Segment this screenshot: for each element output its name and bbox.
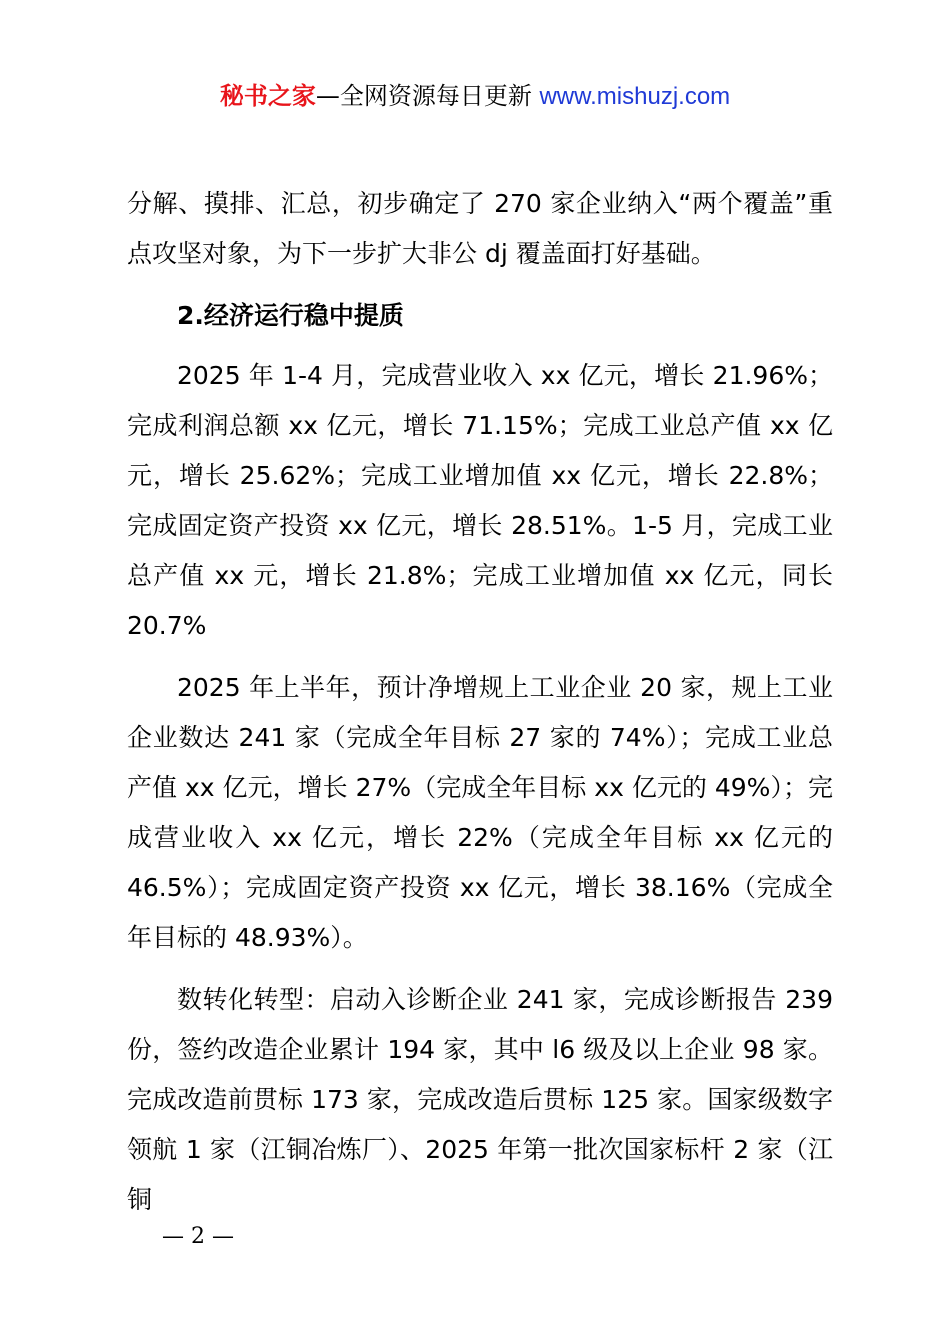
section-heading: 2.经济运行稳中提质 — [177, 301, 404, 330]
site-header — [0, 80, 950, 113]
paragraph-jan-apr-economy: 2025 年 1-4 月，完成营业收入 xx 亿元，增长 21.96%；完成利润总额 xx 亿元，增长 71.15%；完成工业总产值 xx 亿元，增长 25.62%；完成工业增加值 xx 亿元，增长 22.8%；完成固定资产投资 xx 亿元，增长 28.51%。1-5 月，完成工业总产值 xx 元，增长 21.8%；完成工业增加值 xx 亿元，同长 20.7% — [127, 361, 833, 640]
page-number: — 2 — — [162, 1224, 234, 1249]
document-body — [127, 179, 833, 1237]
paragraph-first-half-2025-end — [127, 863, 833, 963]
paragraph-first-half-2025 — [127, 663, 833, 863]
paragraph-digital-transformation: 数转化转型：启动入诊断企业 241 家，完成诊断报告 239 份，签约改造企业累计 194 家，其中 l6 级及以上企业 98 家。完成改造前贯标 173 家，完成改造后贯标 125 家。国家级数字领航 1 家（江铜冶炼厂）、2025 年第一批次国家标杆 2 家（江铜 — [127, 985, 833, 1214]
paragraph-first-half-part2: 46.5%）；完成固定资产投资 xx 亿元，增长 38.16%（完成全年目标的 48.93%）。 — [127, 873, 833, 952]
site-brand: 秘书之家 — [219, 82, 316, 110]
paragraph-continuation: 分解、摸排、汇总，初步确定了 270 家企业纳入“两个覆盖”重点攻坚对象，为下一步扩大非公 dj 覆盖面打好基础。 — [127, 189, 833, 268]
paragraph-first-half-part1: 2025 年上半年，预计净增规上工业企业 20 家，规上工业企业数达 241 家（完成全年目标 27 家的 74%）；完成工业总产值 xx 亿元，增长 27%（完成全年目标 xx 亿元的 49%）；完成营业收入 xx 亿元，增长 22%（完成全年目标 xx 亿元的 — [127, 673, 833, 852]
site-tagline: —全网资源每日更新 — [315, 82, 540, 110]
site-url[interactable]: www.mishuzj.com — [539, 83, 731, 110]
